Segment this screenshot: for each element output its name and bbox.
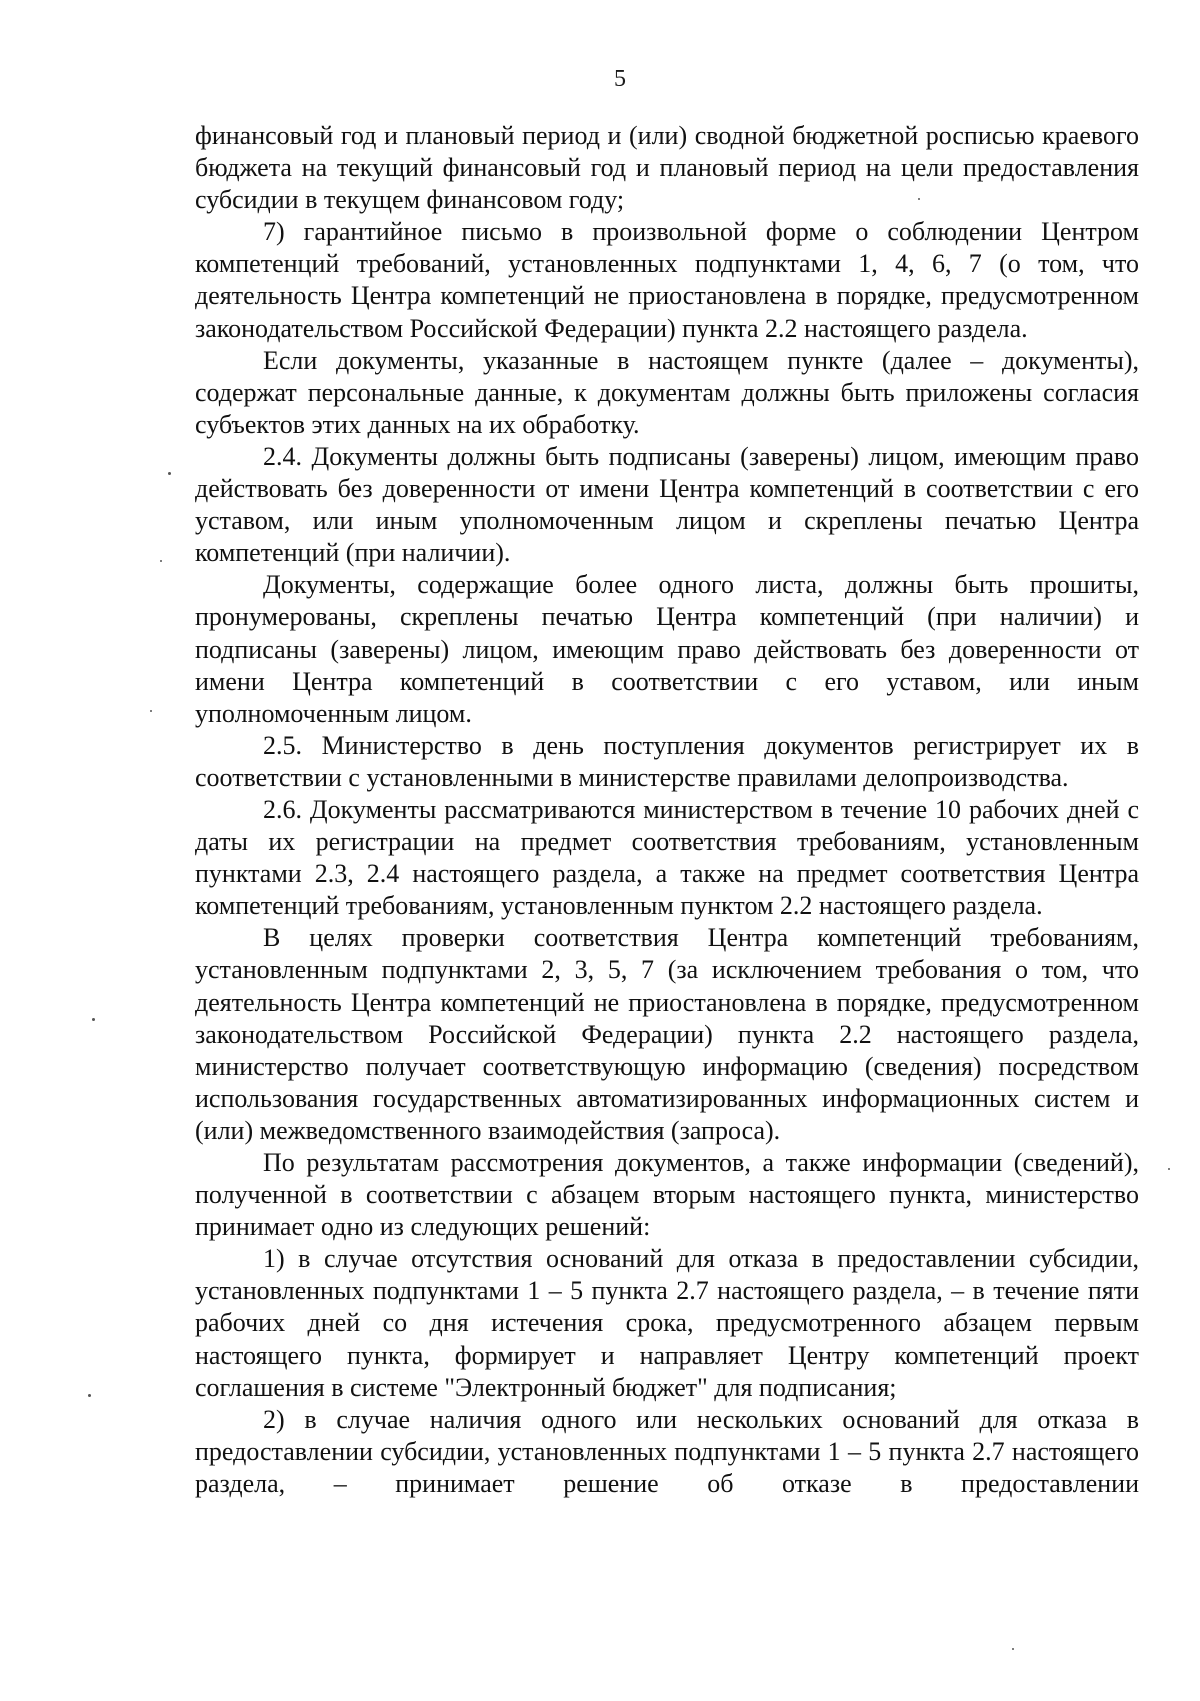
- paragraph-verification-information: В целях проверки соответствия Центра компетенций требованиям, установленным подпунктами 2, 3, 5, 7 (за исключением требования о том, что деятельность Центра компетенций не приостановлена в порядке, предусмотренном законодательством Российской Федерации) пункта 2.2 настоящего раздела, министерство получает соответствующую информацию (сведения) посредством использования государственных автоматизированных информационных систем и (или) межведомственного взаимодействия (запроса).: [195, 923, 1139, 1145]
- paragraph-personal-data-consent: Если документы, указанные в настоящем пункте (далее – документы), содержат персональные данные, к документам должны быть приложены согласия субъектов этих данных на их обработку.: [195, 345, 1139, 439]
- paragraph-2-5-registration: 2.5. Министерство в день поступления документов регистрирует их в соответствии с установленными в министерстве правилами делопроизводства.: [195, 730, 1139, 792]
- scan-speck: [168, 472, 171, 475]
- paragraph-budget-continuation: финансовый год и плановый период и (или) сводной бюджетной росписью краевого бюджета на текущий финансовый год и плановый период на цели предоставления субсидии в текущем финансовом году;: [195, 121, 1139, 215]
- paragraph-2-6-review: 2.6. Документы рассматриваются министерством в течение 10 рабочих дней с даты их регистрации на предмет соответствия требованиям, установленным пунктами 2.3, 2.4 настоящего раздела, а также на предмет соответствия Центра компетенций требованиям, установленным пунктом 2.2 настоящего раздела.: [195, 794, 1139, 921]
- paragraph-decision-2-refusal: 2) в случае наличия одного или нескольких оснований для отказа в предоставлении субсидии, установленных подпунктами 1 – 5 пункта 2.7 настоящего раздела, – принимает решение об отказе в предоставлении: [195, 1404, 1139, 1498]
- scan-speck: [918, 198, 920, 200]
- scan-speck: [160, 560, 162, 562]
- paragraph-item-7-guarantee-letter: 7) гарантийное письмо в произвольной форме о соблюдении Центром компетенций требований, установленных подпунктами 1, 4, 6, 7 (о том, что деятельность Центра компетенций не приостановлена в порядке, предусмотренном законодательством Российской Федерации) пункта 2.2 настоящего раздела.: [195, 217, 1139, 343]
- document-body: [195, 120, 1139, 1500]
- paragraph-review-results: По результатам рассмотрения документов, а также информации (сведений), полученной в соответствии с абзацем вторым настоящего пункта, министерство принимает одно из следующих решений:: [195, 1148, 1139, 1242]
- scan-speck: [92, 1018, 95, 1021]
- scan-speck: [1012, 1648, 1014, 1650]
- page-number: 5: [614, 66, 626, 92]
- scan-speck: [88, 1394, 91, 1397]
- paragraph-decision-1-agreement: 1) в случае отсутствия оснований для отказа в предоставлении субсидии, установленных подпунктами 1 – 5 пункта 2.7 настоящего раздела, – в течение пяти рабочих дней со дня истечения срока, предусмотренного абзацем первым настоящего пункта, формирует и направляет Центру компетенций проект соглашения в системе "Электронный бюджет" для подписания;: [195, 1244, 1139, 1402]
- scan-speck: [1168, 1168, 1170, 1170]
- scan-speck: [150, 710, 152, 712]
- paragraph-multi-sheet-documents: Документы, содержащие более одного листа, должны быть прошиты, пронумерованы, скреплены печатью Центра компетенций (при наличии) и подписаны (заверены) лицом, имеющим право действовать без доверенности от имени Центра компетенций в соответствии с его уставом, или иным уполномоченным лицом.: [195, 570, 1139, 728]
- paragraph-2-4-signing: 2.4. Документы должны быть подписаны (заверены) лицом, имеющим право действовать без доверенности от имени Центра компетенций в соответствии с его уставом, или иным уполномоченным лицом и скреплены печатью Центра компетенций (при наличии).: [195, 441, 1139, 568]
